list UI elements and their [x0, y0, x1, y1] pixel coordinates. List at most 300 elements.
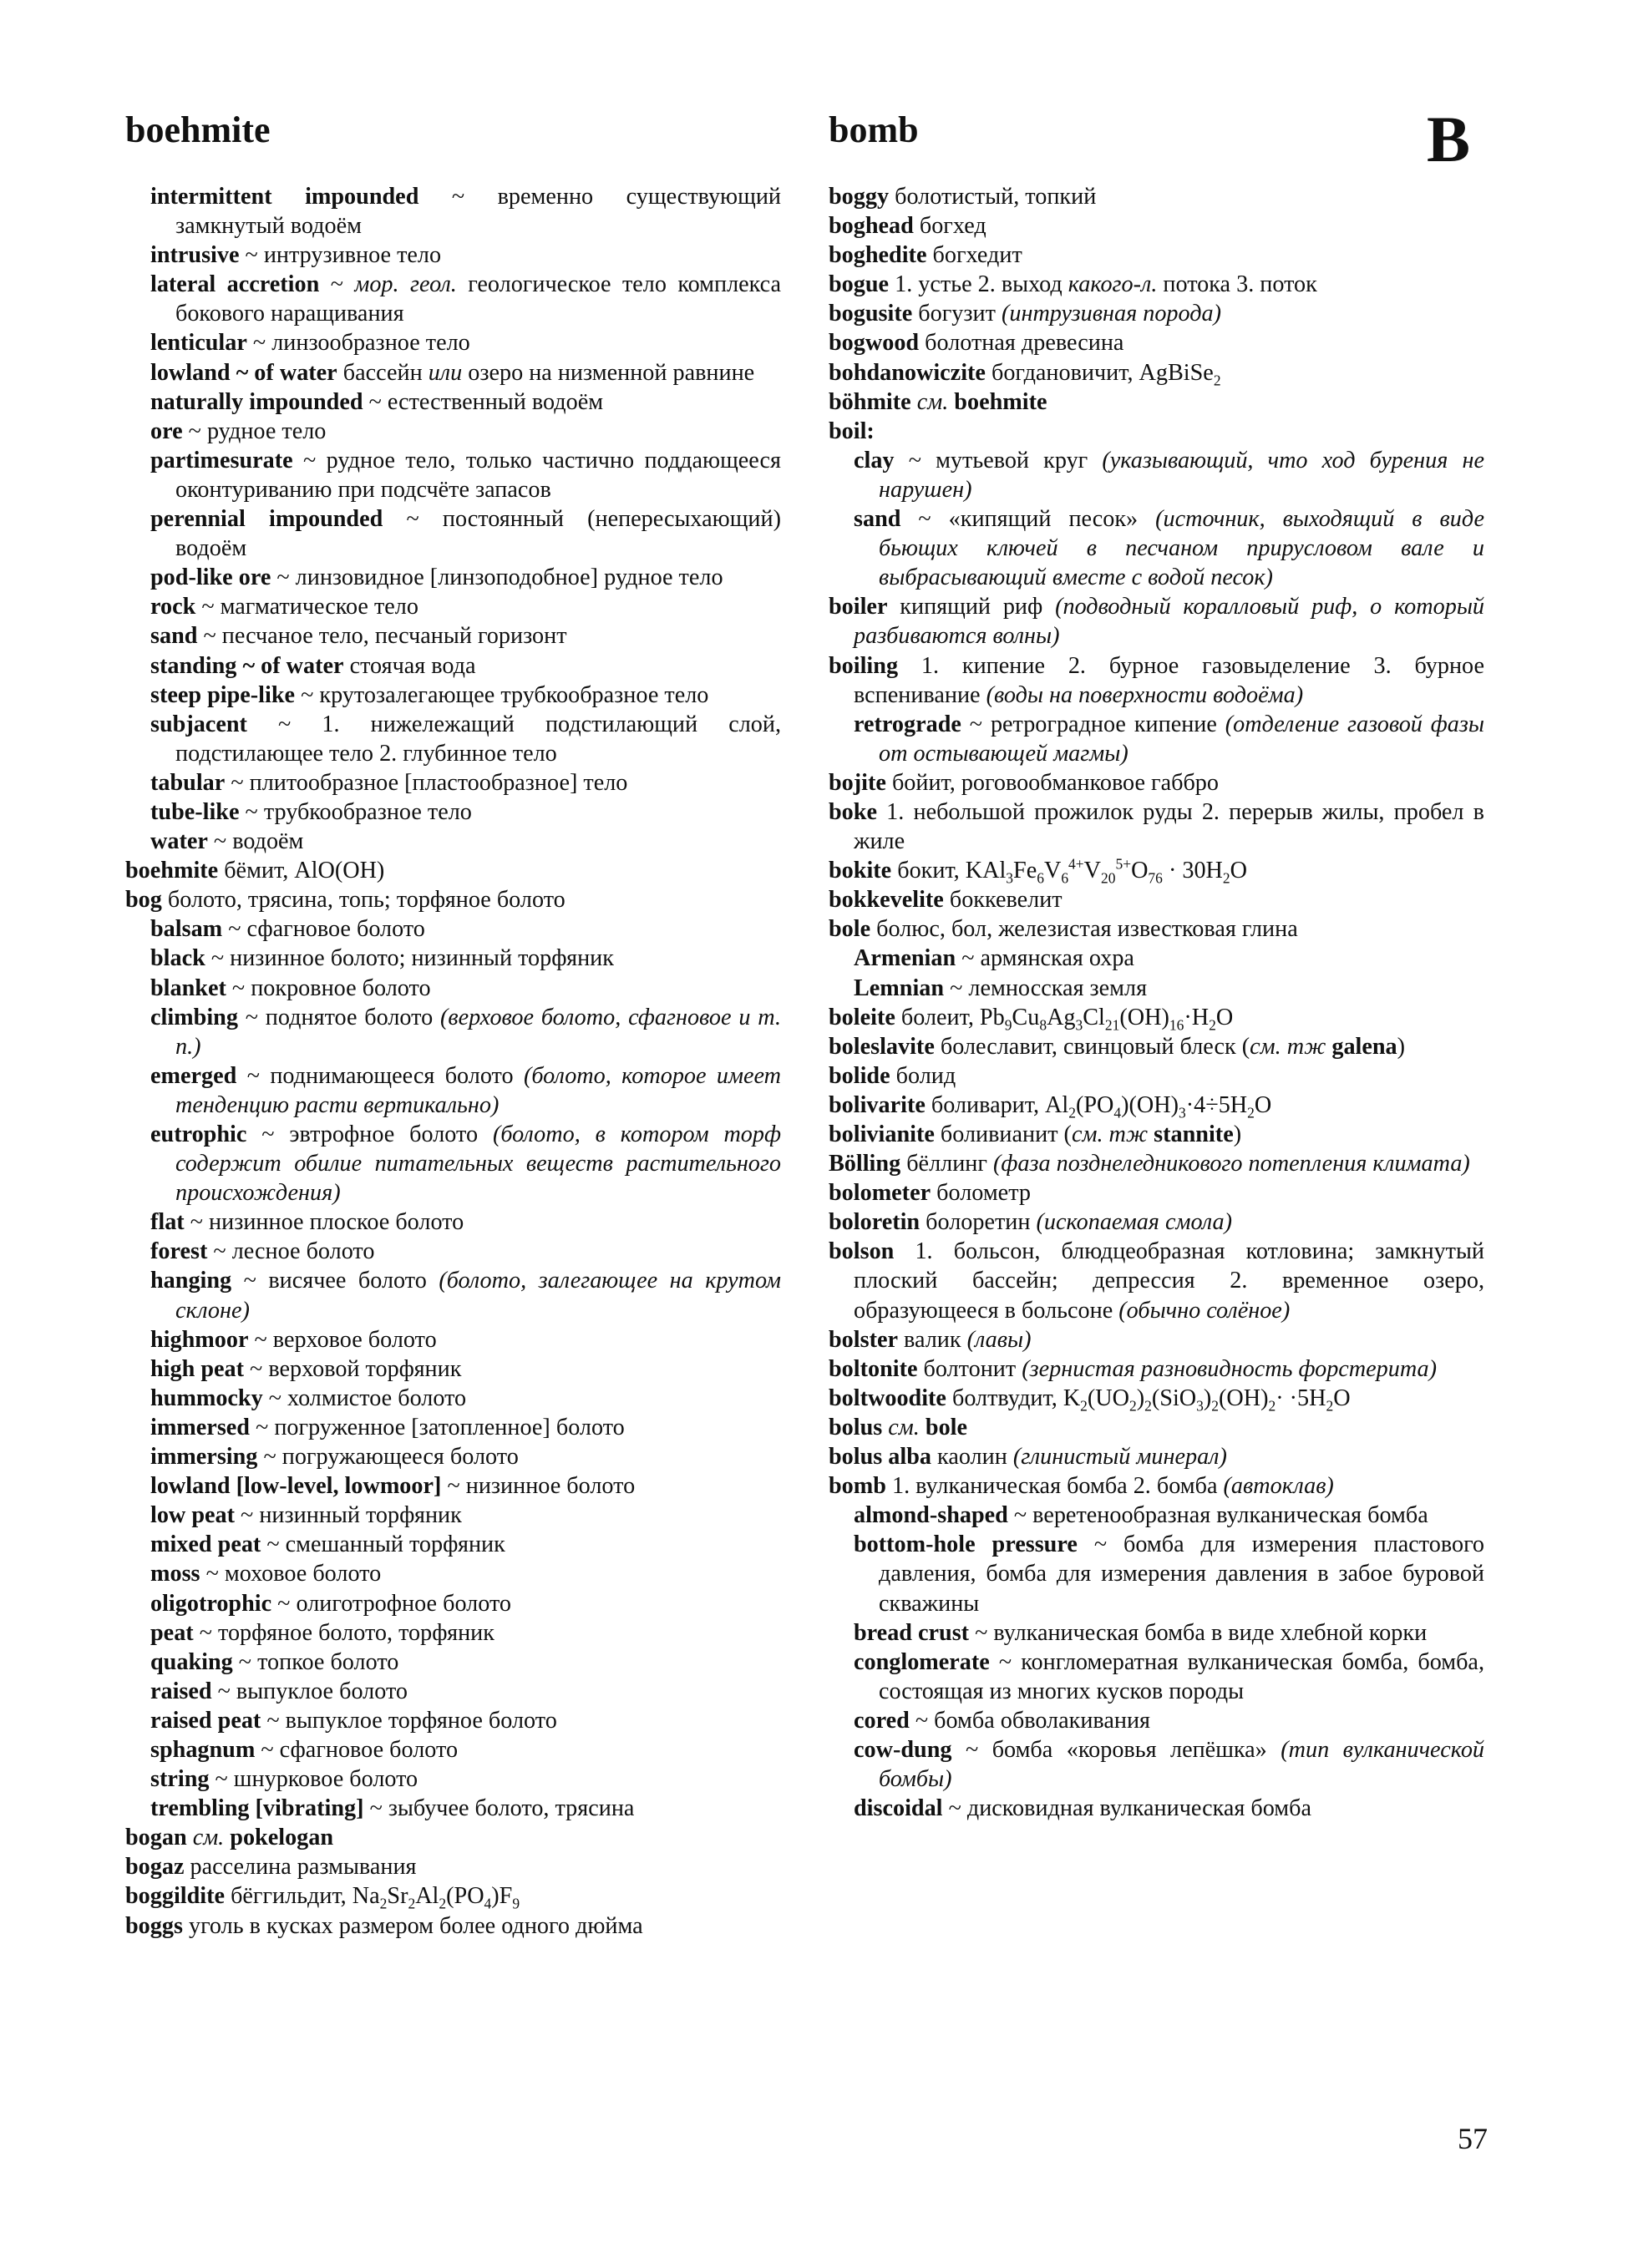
headword: low peat — [150, 1502, 235, 1529]
definition-text: ~ линзообразное тело — [252, 330, 470, 357]
definition-text: · 30H — [1162, 858, 1223, 884]
dictionary-entry — [829, 1091, 1484, 1120]
headword: black — [150, 945, 205, 972]
headword: boehmite — [125, 858, 219, 884]
headword: bolson — [829, 1238, 895, 1265]
dictionary-entry — [829, 1237, 1484, 1324]
headword: bread crust — [854, 1619, 970, 1646]
headword: lowland ~ of water — [150, 359, 337, 386]
dictionary-entry — [829, 1178, 1484, 1207]
headword: raised peat — [150, 1707, 261, 1734]
headword: bogwood — [829, 330, 920, 357]
definition-text: озеро на низменной равнине — [462, 359, 755, 386]
dictionary-subentry — [125, 1120, 781, 1207]
dictionary-subentry — [125, 944, 781, 973]
subscript: 20 — [1101, 869, 1116, 887]
italic-note: (ископаемая смола) — [1036, 1209, 1232, 1236]
dictionary-subentry — [125, 1764, 781, 1794]
italic-note: (болото, залегающее на крутом склоне) — [175, 1268, 781, 1324]
headword: bolus — [829, 1414, 883, 1440]
definition-text: ) — [1136, 1385, 1145, 1411]
headword: standing ~ of water — [150, 652, 344, 679]
headword: hummocky — [150, 1385, 263, 1411]
definition-text: ~ веретенообразная вулканическая бомба — [1013, 1502, 1428, 1529]
dictionary-entry — [829, 651, 1484, 710]
definition-text: ) — [1397, 1033, 1406, 1060]
headword: böhmite — [829, 388, 911, 415]
headword: boltwoodite — [829, 1385, 946, 1411]
headword: quaking — [150, 1648, 233, 1675]
dictionary-entry — [125, 1823, 781, 1852]
headword: sand — [150, 623, 198, 650]
definition-text: ~ 1. нижележащий подстилающий слой, подстилающее тело 2. глубинное тело — [175, 711, 782, 767]
definition-text: ~ торфяное болото, торфяник — [199, 1619, 494, 1646]
dictionary-subentry — [125, 1237, 781, 1266]
headword: immersing — [150, 1444, 258, 1471]
dictionary-subentry — [125, 270, 781, 328]
dictionary-subentry — [125, 1530, 781, 1559]
definition-text: ~ армянская охра — [961, 945, 1134, 972]
dictionary-entry — [829, 211, 1484, 240]
headword: bolus alba — [829, 1444, 931, 1471]
headword: bolivianite — [829, 1121, 935, 1147]
dictionary-entry — [829, 1442, 1484, 1471]
headword: boiling — [829, 652, 899, 679]
italic-note: или — [428, 359, 463, 386]
definition-text: ~ топкое болото — [238, 1648, 399, 1675]
definition-text: богхедит — [932, 242, 1022, 269]
definition-text: ~ постоянный (непересыхающий) водоём — [175, 506, 781, 562]
dictionary-subentry — [829, 710, 1484, 768]
definition-text: ~ мутьевой круг — [908, 447, 1103, 473]
dictionary-subentry — [125, 1706, 781, 1735]
headword: perennial impounded — [150, 506, 383, 533]
definition-text: болотистый, топкий — [895, 184, 1097, 210]
definition-text: Cl — [1083, 1004, 1105, 1030]
headword: intrusive — [150, 242, 240, 269]
definition-text: ~ временно существующий замкнутый водоём — [175, 184, 781, 240]
definition-text: ~ рудное тело, только частично поддающееся оконтуриванию при подсчёте запасов — [175, 447, 781, 503]
subscript: 2 — [1209, 1016, 1216, 1034]
dictionary-entry — [829, 299, 1484, 328]
definition-text: O — [1333, 1385, 1351, 1411]
subscript: 2 — [1326, 1397, 1334, 1415]
dictionary-entry — [829, 1120, 1484, 1149]
headword: cored — [854, 1707, 910, 1734]
dictionary-subentry — [125, 1735, 781, 1764]
subscript: 2 — [1211, 1397, 1219, 1415]
headword: bole — [919, 1414, 968, 1440]
definition-text: ~ выпуклое торфяное болото — [266, 1707, 557, 1734]
headword: rock — [150, 594, 196, 620]
headword: bogaz — [125, 1854, 185, 1881]
definition-text: уголь в кусках размером более одного дюйма — [188, 1912, 643, 1939]
dictionary-entry — [125, 1881, 781, 1911]
definition-text: болометр — [936, 1180, 1031, 1207]
headword: discoidal — [854, 1795, 943, 1822]
dictionary-entry — [829, 182, 1484, 211]
headword: bogan — [125, 1825, 187, 1851]
headword: almond-shaped — [854, 1502, 1008, 1529]
definition-text: ) — [1233, 1121, 1242, 1147]
definition-text: ~ висячее болото — [243, 1268, 439, 1294]
dictionary-subentry — [125, 328, 781, 357]
headword: boil: — [829, 418, 875, 444]
headword: raised — [150, 1678, 212, 1704]
definition-text: ~ бомба обволакивания — [915, 1707, 1150, 1734]
dictionary-entry — [829, 1003, 1484, 1032]
headword: oligotrophic — [150, 1590, 272, 1617]
dictionary-subentry — [125, 1354, 781, 1384]
definition-text: (OH) — [1219, 1385, 1269, 1411]
headword: retrograde — [854, 711, 961, 737]
dictionary-subentry — [125, 710, 781, 768]
definition-text: бокит, KAl — [897, 858, 1007, 884]
subscript: 2 — [1129, 1397, 1137, 1415]
dictionary-subentry — [125, 621, 781, 651]
headword: water — [150, 828, 208, 855]
dictionary-subentry — [125, 1384, 781, 1413]
italic-note: (автоклав) — [1223, 1473, 1334, 1500]
italic-note: (болото, которое имеет тенденцию расти вертикально) — [175, 1062, 782, 1118]
dictionary-entry — [829, 1061, 1484, 1091]
definition-text: ~ трубкообразное тело — [245, 798, 472, 825]
definition-text: ~ смешанный торфяник — [266, 1531, 505, 1558]
left-column — [125, 182, 781, 1941]
definition-text: ~ низинное болото; низинный торфяник — [210, 945, 614, 972]
subscript: 2 — [439, 1896, 447, 1913]
dictionary-entry — [829, 797, 1484, 856]
dictionary-subentry — [125, 358, 781, 387]
definition-text: болтвудит, K — [951, 1385, 1081, 1411]
definition-text: V — [1043, 858, 1062, 884]
headword: intermittent impounded — [150, 184, 419, 210]
subscript: 3 — [1006, 869, 1014, 887]
subscript: 3 — [1196, 1397, 1204, 1415]
dictionary-entry — [829, 270, 1484, 299]
dictionary-subentry — [125, 797, 781, 827]
subscript: 2 — [1268, 1397, 1276, 1415]
definition-text: геологическое тело комплекса бокового наращивания — [175, 271, 782, 327]
dictionary-subentry — [829, 1794, 1484, 1823]
headword: sand — [854, 506, 901, 533]
definition-text: богдановичит, AgBiSe — [991, 359, 1214, 386]
dictionary-entry — [125, 1911, 781, 1941]
italic-note: см. — [910, 388, 949, 415]
headword: conglomerate — [854, 1648, 990, 1675]
definition-text: болотная древесина — [925, 330, 1124, 357]
definition-text: ~ низинное плоское болото — [190, 1209, 464, 1236]
headword: emerged — [150, 1062, 237, 1089]
headword: peat — [150, 1619, 194, 1646]
headword: naturally impounded — [150, 388, 363, 415]
definition-text: ~ водоём — [213, 828, 304, 855]
definition-text: ~ рудное тело — [188, 418, 327, 444]
definition-text: ~ песчаное тело, песчаный горизонт — [203, 623, 567, 650]
subscript: 2 — [1247, 1104, 1255, 1121]
definition-text: ~ верховой торфяник — [250, 1355, 462, 1382]
dictionary-subentry — [125, 1325, 781, 1354]
dictionary-subentry — [125, 1471, 781, 1501]
definition-text: V — [1083, 858, 1101, 884]
italic-note: см. — [882, 1414, 920, 1440]
dictionary-subentry — [125, 1003, 781, 1061]
subscript: 8 — [1039, 1016, 1047, 1034]
headword: highmoor — [150, 1326, 249, 1353]
subscript: 9 — [512, 1896, 520, 1913]
dictionary-entry — [829, 1413, 1484, 1442]
subscript: 21 — [1104, 1016, 1120, 1034]
definition-text: болид — [895, 1062, 956, 1089]
definition-text: болеит, Pb — [900, 1004, 1005, 1030]
definition-text: ~ поднимающееся болото — [246, 1062, 524, 1089]
left-guide-word: boehmite — [125, 109, 271, 150]
subscript: 9 — [1004, 1016, 1012, 1034]
dictionary-subentry — [829, 1735, 1484, 1794]
headword: immersed — [150, 1414, 250, 1440]
italic-note: (воды на поверхности водоёма) — [986, 681, 1304, 708]
definition-text: O — [1131, 858, 1149, 884]
italic-note: (подводный коралловый риф, о который разбиваются волны) — [854, 594, 1484, 650]
dictionary-subentry — [125, 446, 781, 504]
headword: lowland [low-level, lowmoor] — [150, 1473, 442, 1500]
headword: bolster — [829, 1326, 898, 1353]
italic-note: (обычно солёное) — [1118, 1297, 1291, 1324]
definition-text: болото, трясина, топь; торфяное болото — [167, 887, 565, 914]
dictionary-subentry — [125, 827, 781, 856]
definition-text: боливианит ( — [940, 1121, 1072, 1147]
dictionary-subentry — [125, 974, 781, 1003]
headword: string — [150, 1766, 210, 1793]
dictionary-entry — [829, 1207, 1484, 1237]
dictionary-entry — [829, 1325, 1484, 1354]
definition-text: Cu — [1012, 1004, 1040, 1030]
headword: boghedite — [829, 242, 927, 269]
definition-text: стоячая вода — [349, 652, 476, 679]
subscript: 2 — [1222, 869, 1230, 887]
definition-text: (PO — [446, 1883, 484, 1910]
definition-text: бёггильдит, Na — [231, 1883, 380, 1910]
definition-text: ~ покровное болото — [231, 975, 431, 1001]
superscript: 4+ — [1068, 855, 1084, 873]
dictionary-entry — [829, 417, 1484, 446]
subscript: 6 — [1037, 869, 1044, 887]
definition-text: ~ верховое болото — [254, 1326, 437, 1353]
italic-note: (зернистая разновидность форстерита) — [1022, 1355, 1438, 1382]
headword: bokite — [829, 858, 892, 884]
headword: lateral accretion — [150, 271, 320, 298]
italic-note: мор. геол. — [354, 271, 457, 298]
dictionary-subentry — [829, 446, 1484, 504]
headword: subjacent — [150, 711, 247, 737]
subscript: 4 — [1113, 1104, 1122, 1121]
definition-text: Ag — [1047, 1004, 1076, 1030]
headword: balsam — [150, 916, 223, 943]
dictionary-entry — [829, 1032, 1484, 1061]
italic-note: (болото, в котором торф содержит обилие питательных веществ растительного происхождения) — [175, 1121, 782, 1207]
headword: bottom-hole pressure — [854, 1531, 1078, 1558]
definition-text: ~ интрузивное тело — [245, 242, 442, 269]
definition-text: бёмит, AlO(OH) — [224, 858, 385, 884]
dictionary-subentry — [125, 592, 781, 621]
headword: boleslavite — [829, 1033, 935, 1060]
definition-text: ) — [1203, 1385, 1212, 1411]
dictionary-subentry — [125, 1442, 781, 1471]
dictionary-subentry — [125, 387, 781, 417]
definition-text: ~ вулканическая бомба в виде хлебной корки — [975, 1619, 1428, 1646]
dictionary-subentry — [829, 1706, 1484, 1735]
dictionary-entry — [125, 1852, 781, 1881]
italic-note: (источник, выходящий в виде бьющих ключей в песчаном прирусловом вале и выбрасывающий вместе с водой песок) — [879, 506, 1484, 591]
headword: bomb — [829, 1473, 886, 1500]
definition-text: ~ зыбучее болото, трясина — [369, 1795, 635, 1822]
dictionary-entry — [829, 1471, 1484, 1501]
dictionary-subentry — [829, 944, 1484, 973]
dictionary-subentry — [125, 768, 781, 797]
headword: pokelogan — [224, 1825, 334, 1851]
definition-text: болеславит, свинцовый блеск ( — [940, 1033, 1250, 1060]
definition-text: ~ бомба «коровья лепёшка» — [965, 1736, 1281, 1763]
definition-text: 1. больсон, блюдцеобразная котловина; замкнутый плоский бассейн; депрессия 2. временное озеро, образующееся в больсоне — [854, 1238, 1484, 1324]
dictionary-subentry — [125, 1677, 781, 1706]
headword: tabular — [150, 769, 226, 796]
headword: hanging — [150, 1268, 232, 1294]
page-number: 57 — [1458, 2122, 1488, 2155]
italic-note: (лавы) — [966, 1326, 1032, 1353]
definition-text: валик — [904, 1326, 967, 1353]
dictionary-entry — [829, 768, 1484, 797]
definition-text: (UO — [1087, 1385, 1130, 1411]
right-guide-word: bomb — [829, 109, 919, 150]
italic-note: (интрузивная порода) — [1001, 301, 1221, 327]
definition-text: кипящий риф — [900, 594, 1056, 620]
subscript: 2 — [1144, 1397, 1152, 1415]
definition-text: ~ низинное болото — [447, 1473, 636, 1500]
italic-note: см. тж — [1071, 1121, 1149, 1147]
definition-text: )F — [491, 1883, 513, 1910]
headword: bole — [829, 916, 871, 943]
headword: mixed peat — [150, 1531, 261, 1558]
dictionary-entry — [829, 1149, 1484, 1178]
italic-note: (тип вулканической бомбы) — [879, 1736, 1485, 1793]
headword: boggy — [829, 184, 890, 210]
superscript: 5+ — [1115, 855, 1132, 873]
headword: Armenian — [854, 945, 956, 972]
headword: eutrophic — [150, 1121, 247, 1147]
headword: boggildite — [125, 1883, 226, 1910]
headword: boiler — [829, 594, 888, 620]
dictionary-entry — [829, 387, 1484, 417]
dictionary-subentry — [125, 182, 781, 240]
definition-text: · ·5H — [1276, 1385, 1326, 1411]
definition-text: расселина размывания — [190, 1854, 417, 1881]
dictionary-subentry — [829, 1501, 1484, 1530]
definition-text: ~ шнурковое болото — [215, 1766, 418, 1793]
dictionary-subentry — [125, 1559, 781, 1588]
definition-text: ~ моховое болото — [205, 1561, 382, 1587]
headword: forest — [150, 1238, 208, 1265]
definition-text: ~ лесное болото — [213, 1238, 375, 1265]
headword: bolometer — [829, 1180, 931, 1207]
headword: boggs — [125, 1912, 183, 1939]
headword: bogue — [829, 271, 890, 298]
headword: boloretin — [829, 1209, 921, 1236]
definition-text: ~ крутозалегающее трубкообразное тело — [301, 681, 709, 708]
headword: bolivarite — [829, 1091, 926, 1118]
headword: steep pipe-like — [150, 681, 296, 708]
definition-text: ~ сфагновое болото — [228, 916, 425, 943]
headword: clay — [854, 447, 895, 473]
dictionary-subentry — [829, 1648, 1484, 1706]
definition-text: ~ конгломератная вулканическая бомба, бомба, состоящая из многих кусков породы — [879, 1648, 1484, 1704]
italic-note: какого-л. — [1068, 271, 1158, 298]
headword: tube-like — [150, 798, 240, 825]
definition-text: ~ плитообразное [пластообразное] тело — [231, 769, 628, 796]
dictionary-subentry — [125, 1061, 781, 1120]
dictionary-entry — [829, 592, 1484, 651]
definition-text: 1. кипение 2. бурное газовыделение 3. бурное вспенивание — [854, 652, 1484, 708]
definition-text: ~ поднятое болото — [245, 1004, 440, 1030]
definition-text: болтонит — [923, 1355, 1022, 1382]
headword: galena — [1326, 1033, 1397, 1060]
dictionary-subentry — [829, 504, 1484, 592]
definition-text: ~ олиготрофное болото — [277, 1590, 512, 1617]
definition-text: ~ дисковидная вулканическая бомба — [948, 1795, 1311, 1822]
definition-text: ~ сфагновое болото — [261, 1736, 459, 1763]
headword: partimesurate — [150, 447, 293, 473]
right-column — [829, 182, 1484, 1823]
headword: Bölling — [829, 1151, 901, 1177]
definition-text: бассейн — [342, 359, 429, 386]
definition-text: ~ лемносская земля — [950, 975, 1148, 1001]
definition-text: Al — [415, 1883, 439, 1910]
headword: bohdanowiczite — [829, 359, 986, 386]
subscript: 16 — [1169, 1016, 1184, 1034]
dictionary-subentry — [125, 1794, 781, 1823]
dictionary-subentry — [125, 1207, 781, 1237]
dictionary-entry — [829, 240, 1484, 270]
headword: bog — [125, 887, 162, 914]
headword: trembling [vibrating] — [150, 1795, 364, 1822]
definition-text: )(OH) — [1121, 1091, 1179, 1118]
headword: boehmite — [948, 388, 1047, 415]
definition-text: ~ «кипящий песок» — [918, 506, 1156, 533]
italic-note: (отделение газовой фазы от остывающей магмы) — [879, 711, 1484, 767]
headword: pod-like ore — [150, 564, 271, 591]
subscript: 6 — [1061, 869, 1069, 887]
definition-text: ~ погружающееся болото — [263, 1444, 519, 1471]
definition-text: болюс, бол, железистая известковая глина — [876, 916, 1298, 943]
definition-text: ~ ретроградное кипение — [969, 711, 1225, 737]
subscript: 76 — [1148, 869, 1163, 887]
definition-text: богхед — [919, 213, 986, 240]
headword: climbing — [150, 1004, 238, 1030]
headword: bolide — [829, 1062, 890, 1089]
italic-note: (верховое болото, сфагновое и т. п.) — [175, 1004, 781, 1060]
definition-text: бёллинг — [906, 1151, 993, 1177]
headword: high peat — [150, 1355, 244, 1382]
subscript: 3 — [1075, 1016, 1083, 1034]
italic-note: (глинистый минерал) — [1012, 1444, 1227, 1471]
definition-text: ~ выпуклое болото — [217, 1678, 408, 1704]
definition-text: Fe — [1013, 858, 1037, 884]
subscript: 4 — [484, 1896, 492, 1913]
definition-text: 1. небольшой прожилок руды 2. перерыв жилы, пробел в жиле — [854, 798, 1484, 855]
headword: lenticular — [150, 330, 247, 357]
definition-text: ~ линзовидное [линзоподобное] рудное тело — [276, 564, 723, 591]
definition-text: (OH) — [1119, 1004, 1169, 1030]
dictionary-entry — [829, 358, 1484, 387]
